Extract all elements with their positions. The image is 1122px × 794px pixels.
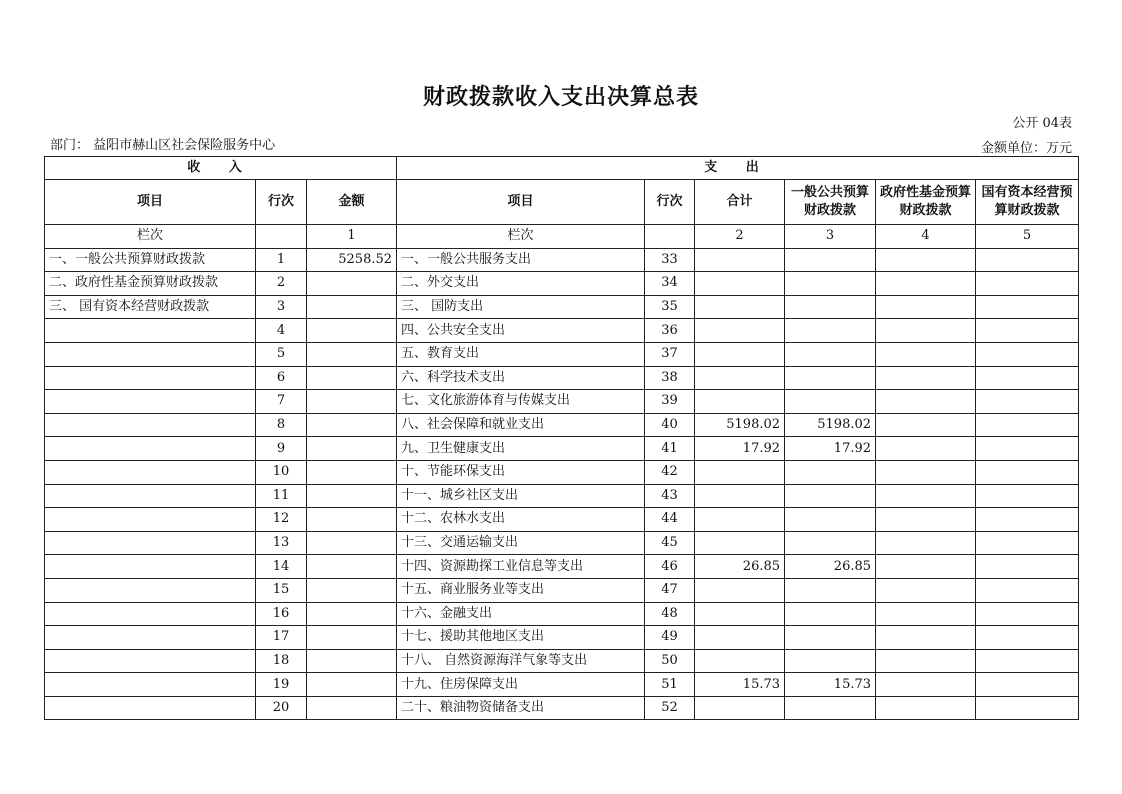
expense-row-cell: 49 [645,626,695,650]
state-capital-budget-cell [976,460,1079,484]
general-budget-cell [785,696,876,720]
fund-budget-cell [876,272,976,296]
column-index-row [45,225,1079,249]
header-expense-item: 项目 [397,180,645,225]
expense-row-cell: 41 [645,437,695,461]
state-capital-budget-cell [976,673,1079,697]
income-amount-cell [307,390,397,414]
expense-item-cell: 一、一般公共服务支出 [397,248,645,272]
state-capital-budget-cell [976,649,1079,673]
income-item-cell [45,696,256,720]
general-budget-cell [785,295,876,319]
general-budget-cell: 26.85 [785,555,876,579]
income-section-header: 收 入 [45,157,397,180]
table-row [45,531,1079,555]
fund-budget-cell [876,390,976,414]
expense-row-cell: 48 [645,602,695,626]
income-amount-cell [307,649,397,673]
header-expense-row: 行次 [645,180,695,225]
income-amount-cell [307,460,397,484]
table-row [45,484,1079,508]
table-row [45,673,1079,697]
table-row [45,649,1079,673]
total-cell: 5198.02 [695,413,785,437]
income-item-cell [45,413,256,437]
expense-row-cell: 51 [645,673,695,697]
expense-item-cell: 十、节能环保支出 [397,460,645,484]
total-cell [695,578,785,602]
income-row-cell: 17 [256,626,307,650]
table-row [45,696,1079,720]
income-row-cell: 13 [256,531,307,555]
expense-row-cell: 33 [645,248,695,272]
table-row [45,342,1079,366]
table-row [45,366,1079,390]
income-item-cell [45,460,256,484]
state-capital-budget-cell [976,484,1079,508]
income-amount-cell [307,272,397,296]
fund-budget-cell [876,413,976,437]
income-row-cell: 1 [256,248,307,272]
expense-item-cell: 十五、商业服务业等支出 [397,578,645,602]
income-row-cell: 12 [256,508,307,532]
expense-item-cell: 十七、援助其他地区支出 [397,626,645,650]
total-cell [695,366,785,390]
income-row-cell: 3 [256,295,307,319]
total-cell [695,390,785,414]
index-expense-row [645,225,695,249]
general-budget-cell [785,649,876,673]
income-item-cell [45,508,256,532]
table-row [45,626,1079,650]
index-income-amount: 1 [307,225,397,249]
income-amount-cell [307,602,397,626]
income-amount-cell [307,696,397,720]
state-capital-budget-cell [976,626,1079,650]
income-amount-cell [307,484,397,508]
general-budget-cell [785,248,876,272]
total-cell [695,272,785,296]
header-total: 合计 [695,180,785,225]
fund-budget-cell [876,484,976,508]
state-capital-budget-cell [976,342,1079,366]
state-capital-budget-cell [976,437,1079,461]
expense-item-cell: 十九、住房保障支出 [397,673,645,697]
income-row-cell: 20 [256,696,307,720]
income-amount-cell [307,437,397,461]
index-expense-label: 栏次 [397,225,645,249]
income-amount-cell [307,413,397,437]
state-capital-budget-cell [976,413,1079,437]
general-budget-cell [785,508,876,532]
amount-unit-label: 金额单位：万元 [980,141,1072,156]
fund-budget-cell [876,531,976,555]
total-cell [695,531,785,555]
expense-item-cell: 十六、金融支出 [397,602,645,626]
state-capital-budget-cell [976,578,1079,602]
income-row-cell: 18 [256,649,307,673]
expense-item-cell: 四、公共安全支出 [397,319,645,343]
income-amount-cell [307,366,397,390]
table-row [45,602,1079,626]
table-row [45,295,1079,319]
expense-section-header: 支 出 [397,157,1079,180]
total-cell: 15.73 [695,673,785,697]
income-row-cell: 5 [256,342,307,366]
expense-row-cell: 36 [645,319,695,343]
general-budget-cell [785,602,876,626]
total-cell [695,319,785,343]
general-budget-cell [785,272,876,296]
income-amount-cell [307,508,397,532]
index-state-capital: 5 [976,225,1079,249]
header-state-capital-budget: 国有资本经营预算财政拨款 [976,180,1079,225]
general-budget-cell [785,531,876,555]
department-label: 部门： 益阳市赫山区社会保险服务中心 [50,138,276,153]
income-item-cell [45,531,256,555]
table-row [45,460,1079,484]
income-amount-cell [307,673,397,697]
income-row-cell: 7 [256,390,307,414]
page-title: 财政拨款收入支出决算总表 [422,84,699,110]
index-total: 2 [695,225,785,249]
income-item-cell [45,319,256,343]
expense-item-cell: 八、社会保障和就业支出 [397,413,645,437]
fund-budget-cell [876,460,976,484]
income-item-cell [45,484,256,508]
expense-row-cell: 43 [645,484,695,508]
expense-row-cell: 42 [645,460,695,484]
expense-row-cell: 38 [645,366,695,390]
income-item-cell: 一、一般公共预算财政拨款 [45,248,256,272]
expense-item-cell: 十三、交通运输支出 [397,531,645,555]
state-capital-budget-cell [976,602,1079,626]
section-header-row [45,157,1079,180]
income-amount-cell [307,555,397,579]
income-row-cell: 15 [256,578,307,602]
fund-budget-cell [876,319,976,343]
table-row [45,578,1079,602]
state-capital-budget-cell [976,390,1079,414]
state-capital-budget-cell [976,531,1079,555]
income-item-cell [45,437,256,461]
general-budget-cell [785,578,876,602]
income-item-cell: 二、政府性基金预算财政拨款 [45,272,256,296]
fund-budget-cell [876,437,976,461]
total-cell [695,342,785,366]
expense-item-cell: 六、科学技术支出 [397,366,645,390]
income-item-cell: 三、 国有资本经营财政拨款 [45,295,256,319]
state-capital-budget-cell [976,555,1079,579]
index-general: 3 [785,225,876,249]
expense-item-cell: 二十、粮油物资储备支出 [397,696,645,720]
income-item-cell [45,342,256,366]
general-budget-cell: 17.92 [785,437,876,461]
income-row-cell: 19 [256,673,307,697]
expense-item-cell: 十八、 自然资源海洋气象等支出 [397,649,645,673]
index-income-row [256,225,307,249]
table-row [45,390,1079,414]
table-row [45,248,1079,272]
general-budget-cell [785,366,876,390]
income-item-cell [45,390,256,414]
income-item-cell [45,673,256,697]
fund-budget-cell [876,649,976,673]
expense-row-cell: 34 [645,272,695,296]
income-item-cell [45,626,256,650]
income-row-cell: 10 [256,460,307,484]
table-row [45,437,1079,461]
general-budget-cell [785,460,876,484]
fund-budget-cell [876,555,976,579]
income-amount-cell [307,295,397,319]
total-cell [695,295,785,319]
expense-row-cell: 35 [645,295,695,319]
expense-row-cell: 44 [645,508,695,532]
income-row-cell: 16 [256,602,307,626]
index-fund: 4 [876,225,976,249]
expense-item-cell: 十一、城乡社区支出 [397,484,645,508]
fund-budget-cell [876,366,976,390]
income-amount-cell [307,342,397,366]
income-row-cell: 14 [256,555,307,579]
expense-row-cell: 40 [645,413,695,437]
expense-item-cell: 十二、农林水支出 [397,508,645,532]
expense-row-cell: 47 [645,578,695,602]
index-income-label: 栏次 [45,225,256,249]
general-budget-cell [785,626,876,650]
expense-row-cell: 39 [645,390,695,414]
state-capital-budget-cell [976,366,1079,390]
expense-item-cell: 二、外交支出 [397,272,645,296]
income-row-cell: 2 [256,272,307,296]
income-amount-cell [307,531,397,555]
total-cell [695,602,785,626]
header-income-amount: 金额 [307,180,397,225]
income-amount-cell [307,578,397,602]
table-row [45,413,1079,437]
expense-row-cell: 50 [645,649,695,673]
income-row-cell: 8 [256,413,307,437]
state-capital-budget-cell [976,272,1079,296]
income-item-cell [45,578,256,602]
column-header-row [45,180,1079,225]
expense-item-cell: 三、 国防支出 [397,295,645,319]
header-fund-budget: 政府性基金预算财政拨款 [876,180,976,225]
total-cell [695,460,785,484]
fund-budget-cell [876,295,976,319]
income-item-cell [45,649,256,673]
fund-budget-cell [876,696,976,720]
general-budget-cell [785,319,876,343]
income-row-cell: 11 [256,484,307,508]
table-row [45,555,1079,579]
expense-row-cell: 52 [645,696,695,720]
income-row-cell: 4 [256,319,307,343]
expense-item-cell: 九、卫生健康支出 [397,437,645,461]
total-cell [695,626,785,650]
income-amount-cell [307,626,397,650]
table-row [45,319,1079,343]
fund-budget-cell [876,578,976,602]
fund-budget-cell [876,602,976,626]
income-item-cell [45,366,256,390]
general-budget-cell [785,484,876,508]
fund-budget-cell [876,508,976,532]
general-budget-cell [785,390,876,414]
general-budget-cell [785,342,876,366]
income-row-cell: 9 [256,437,307,461]
income-item-cell [45,555,256,579]
state-capital-budget-cell [976,319,1079,343]
header-income-item: 项目 [45,180,256,225]
fund-budget-cell [876,626,976,650]
table-row [45,508,1079,532]
total-cell [695,508,785,532]
total-cell [695,649,785,673]
expense-item-cell: 七、文化旅游体育与传媒支出 [397,390,645,414]
total-cell [695,696,785,720]
fund-budget-cell [876,342,976,366]
fund-budget-cell [876,673,976,697]
table-row [45,272,1079,296]
state-capital-budget-cell [976,508,1079,532]
income-amount-cell: 5258.52 [307,248,397,272]
state-capital-budget-cell [976,295,1079,319]
expense-row-cell: 46 [645,555,695,579]
header-income-row: 行次 [256,180,307,225]
income-item-cell [45,602,256,626]
budget-table [44,156,1079,720]
general-budget-cell: 5198.02 [785,413,876,437]
expense-item-cell: 十四、资源勘探工业信息等支出 [397,555,645,579]
form-number: 公开 04表 [1012,116,1072,131]
income-row-cell: 6 [256,366,307,390]
header-general-budget: 一般公共预算财政拨款 [785,180,876,225]
expense-row-cell: 37 [645,342,695,366]
total-cell: 17.92 [695,437,785,461]
fund-budget-cell [876,248,976,272]
general-budget-cell: 15.73 [785,673,876,697]
total-cell [695,484,785,508]
total-cell [695,248,785,272]
total-cell: 26.85 [695,555,785,579]
expense-item-cell: 五、教育支出 [397,342,645,366]
income-amount-cell [307,319,397,343]
state-capital-budget-cell [976,696,1079,720]
expense-row-cell: 45 [645,531,695,555]
state-capital-budget-cell [976,248,1079,272]
